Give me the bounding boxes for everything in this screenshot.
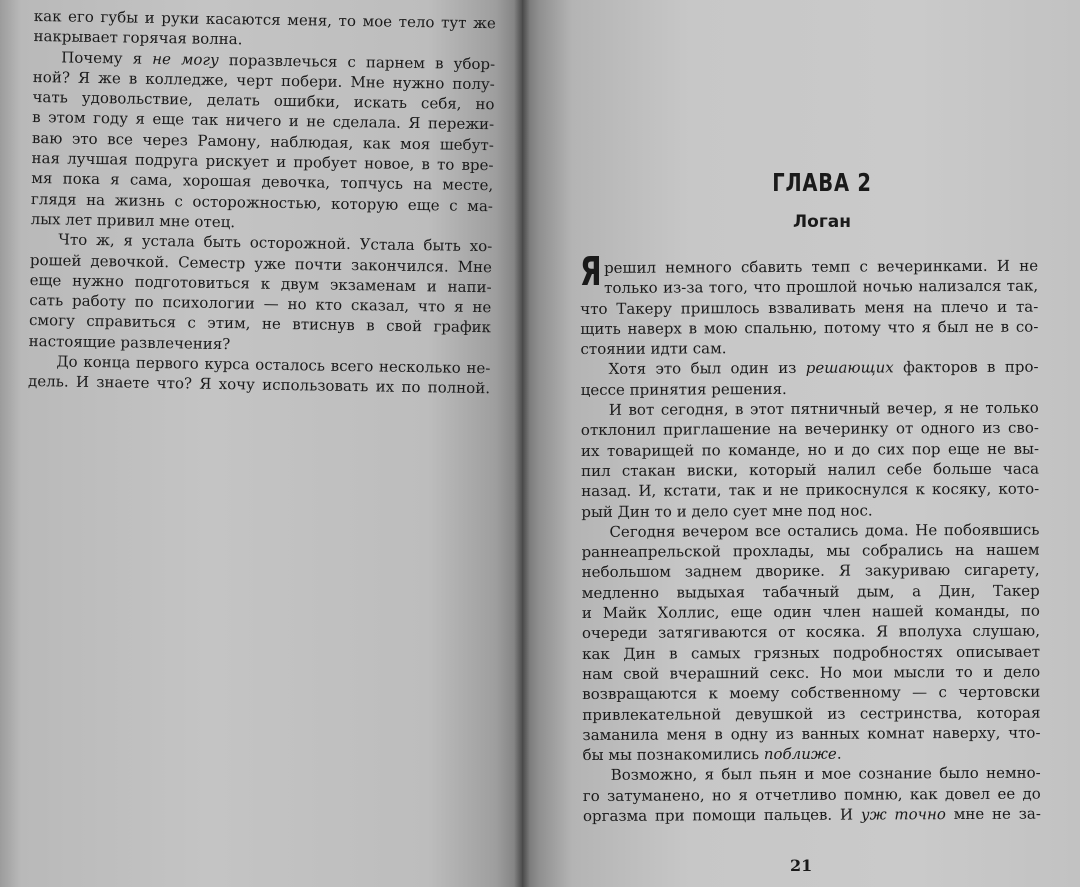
text-line: Сегодня вечером все остались дома. Не побоявшись — [609, 520, 1040, 541]
text-line: возвращаются к моему собственному — с чертовски — [582, 682, 1041, 704]
text-line: сать работу по психологии — но кто сказал, что я не — [29, 291, 492, 317]
text-line: До конца первого курса осталось всего несколько не- — [56, 352, 491, 378]
text-line: ваю это все через Рамону, наблюдая, как моя шебут- — [31, 128, 495, 155]
text-line: очереди затягиваются от косяка. Я вполуха слушаю, — [581, 621, 1041, 643]
text-line: как его губы и руки касаются меня, то мое тело тут же — [33, 6, 496, 33]
text-line: И вот сегодня, в этот пятничный вечер, я не только — [608, 398, 1039, 419]
text-line: их товарищей по команде, но и до сих пор еще не вы- — [580, 439, 1040, 460]
text-line: пил стакан виски, который налил себе больше часа — [581, 459, 1040, 480]
text-line: ная лучшая подруга рискует и пробует новое, в то вре- — [31, 149, 494, 175]
text-line: смогу справиться с этим, не втиснув в свой график — [28, 311, 492, 337]
left-page — [0, 0, 522, 887]
text-line: небольшом заднем дворике. Я закуриваю сигарету, — [581, 561, 1040, 582]
right-page-text — [580, 256, 1041, 827]
text-line: дель. И знаете что? Я хочу использовать их по полной. — [27, 372, 491, 398]
text-line: в этом году я еще так ничего и не сделала. Я пережи- — [32, 108, 495, 134]
text-line: решил немного сбавить темп с вечеринками. И не — [604, 256, 1039, 277]
text-line: цессе принятия решения. — [580, 379, 787, 399]
text-line: еще нужно подготовиться к двум экзаменам и напи- — [29, 270, 492, 297]
text-line: стоянии идти сам. — [580, 339, 727, 359]
text-line: как Дин в самых грязных подробностях описывает — [582, 642, 1041, 663]
text-line: глядя на жизнь с осторожностью, которую еще с ма- — [30, 189, 494, 215]
text-line: только из-за того, что прошлой ночью нализался так, — [604, 276, 1039, 298]
text-line: Хотя это был один из решающих факторов в про- — [608, 358, 1039, 379]
text-line: го затуманено, но я отчетливо помню, как довел ее до — [582, 784, 1041, 805]
text-line: отклонил приглашение на вечеринку от одного из сво- — [580, 418, 1039, 440]
text-line: нам свой вчерашний секс. Но мои мысли то и дело — [582, 662, 1041, 683]
text-line: чать удовольствие, делать ошибки, искать себя, но — [32, 88, 495, 114]
text-line: рый Дин то и дело сует мне под нос. — [581, 501, 873, 521]
text-line: Почему я не могу поразвлечься с парнем в убор- — [61, 48, 496, 73]
italic-text: не могу — [152, 49, 219, 69]
text-line: накрывает горячая волна. — [33, 27, 243, 49]
italic-text: уж точно — [860, 805, 946, 824]
text-line: назад. И, кстати, так и не прикоснулся к косяку, кото- — [581, 479, 1040, 501]
text-line: оргазма при помощи пальцев. И уж точно мне не за- — [582, 804, 1041, 826]
text-line: что Такеру пришлось взваливать меня на плечо и та- — [580, 297, 1039, 318]
left-page-text — [28, 6, 496, 399]
right-page — [522, 0, 1080, 887]
text-line: лых лет привил мне отец. — [30, 209, 236, 232]
text-line: Возможно, я был пьян и мое сознание было немно- — [610, 764, 1041, 785]
text-line: заманила меня в одну из ванных комнат наверху, что- — [582, 723, 1041, 744]
text-line: раннеапрельской прохлады, мы собрались на нашем — [581, 540, 1040, 562]
text-line: мя пока я сама, хорошая девочка, топчусь на месте, — [31, 169, 494, 195]
text-line: медленно выдыхая табачный дым, а Дин, Такер — [581, 581, 1040, 602]
text-line: бы мы познакомились поближе. — [582, 744, 842, 765]
chapter-title: ГЛАВА 2 — [772, 168, 872, 197]
page-number: 21 — [790, 856, 813, 875]
drop-cap: Я — [580, 249, 602, 295]
italic-text: поближе — [763, 744, 837, 764]
text-line: привлекательной девушкой из сестринства, которая — [582, 703, 1041, 724]
text-line: ной? Я же в колледже, черт побери. Мне нужно полу- — [32, 67, 495, 94]
text-line: и Майк Холлис, еще один член нашей команды, по — [581, 601, 1040, 623]
book-gutter — [514, 0, 530, 887]
italic-text: решающих — [805, 358, 894, 378]
text-line: щить наверх в мою спальню, потому что я был не в со- — [580, 317, 1039, 338]
text-line: настоящие развлечения? — [28, 331, 231, 353]
text-line: рошей девочкой. Семестр уже почти закончился. Мне — [29, 250, 493, 276]
text-line: Что ж, я устала быть осторожной. Устала быть хо- — [58, 230, 493, 256]
chapter-subtitle: Логан — [793, 212, 851, 232]
